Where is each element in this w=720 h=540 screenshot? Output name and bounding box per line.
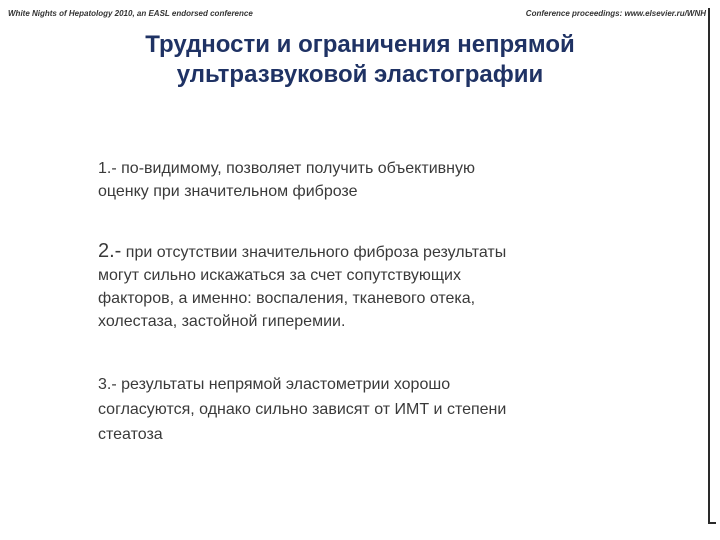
slide-title (80, 30, 640, 90)
point-3 (98, 372, 638, 447)
slide-border-bottom (708, 522, 716, 524)
point-3-line-1: результаты непрямой эластометрии хорошо (121, 376, 451, 393)
point-1-line-2: оценку при значительном фиброзе (98, 183, 358, 200)
point-3-number: 3.- (98, 376, 117, 393)
point-3-line-2: согласуются, однако сильно зависят от ИМТ и степени (98, 401, 507, 418)
point-1-line-1: по-видимому, позволяет получить объективную (121, 160, 475, 177)
title-line-1: Трудности и ограничения непрямой (145, 31, 575, 58)
point-1 (98, 157, 638, 203)
point-2-line-3: факторов, а именно: воспаления, тканевого отека, (98, 290, 476, 307)
conference-header: White Nights of Hepatology 2010, an EASL endorsed conference (8, 9, 253, 18)
point-2 (98, 240, 638, 333)
point-1-number: 1.- (98, 160, 117, 177)
proceedings-header: Conference proceedings: www.elsevier.ru/WNH (525, 9, 706, 18)
point-2-number: 2.- (98, 240, 122, 262)
point-3-line-3: стеатоза (98, 426, 163, 443)
point-2-line-1: при отсутствии значительного фиброза результаты (125, 244, 507, 261)
point-2-line-4: холестаза, застойной гиперемии. (98, 313, 346, 330)
slide-border-right (708, 8, 710, 522)
point-2-line-2: могут сильно искажаться за счет сопутствующих (98, 267, 461, 284)
title-line-2: ультразвуковой эластографии (176, 61, 544, 88)
